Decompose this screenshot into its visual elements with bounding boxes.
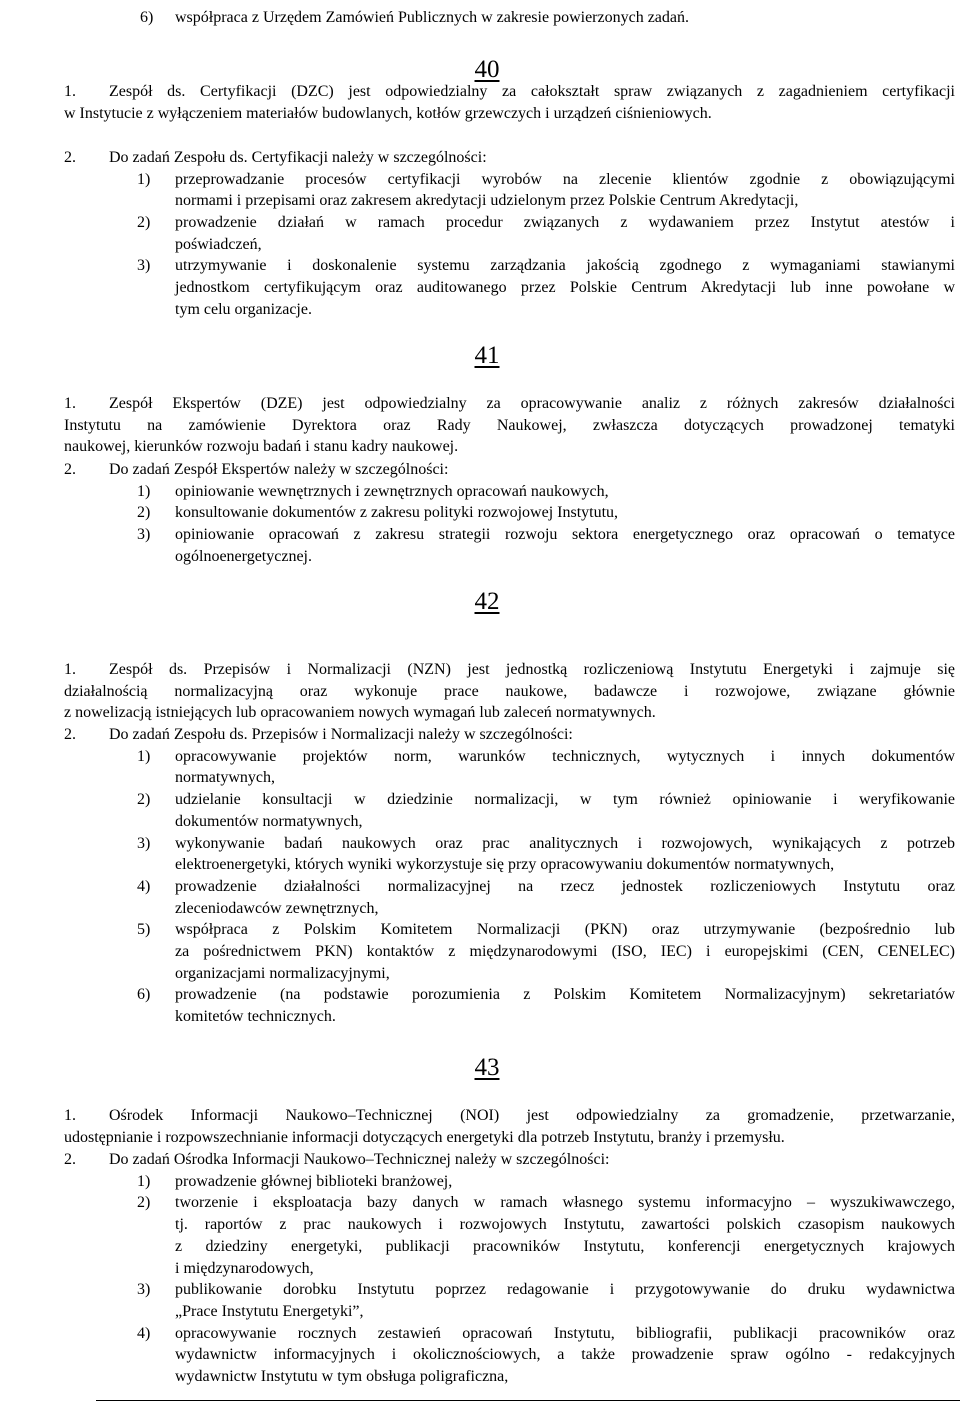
list-item-text-line: tworzenie i eksploatacja bazy danych w ramach własnego systemu informacyjno – wyszukiwawczego, bbox=[175, 1194, 955, 1211]
list-item-text-line: z dziedziny energetyki, publikacji pracowników Instytutu, konferencji energetycznych krajowych bbox=[175, 1238, 955, 1255]
point-number: 1. bbox=[64, 661, 76, 678]
list-item-number: 2) bbox=[137, 214, 151, 231]
point-number: 2. bbox=[64, 149, 76, 166]
footer-rule bbox=[96, 1400, 960, 1401]
point-text-line: Instytutu na zamówienie Dyrektora oraz Rady Naukowej, zwłaszcza dotyczących prowadzonej tematyki bbox=[64, 417, 955, 434]
list-item-text: współpraca z Urzędem Zamówień Publicznych w zakresie powierzonych zadań. bbox=[175, 9, 690, 26]
section-number-text: 43 bbox=[474, 1054, 500, 1081]
list-item-text-line: publikowanie dorobku Instytutu poprzez redagowanie i przygotowywanie do druku wydawnictwa bbox=[175, 1281, 955, 1298]
list-item-text-line: i międzynarodowych, bbox=[175, 1260, 314, 1277]
list-item-number: 3) bbox=[137, 835, 151, 852]
list-item-number: 4) bbox=[137, 1325, 151, 1342]
section-number bbox=[0, 587, 960, 617]
point-text-line: naukowej, kierunków rozwoju badań i stanu kadry naukowej. bbox=[64, 438, 459, 455]
point-number: 2. bbox=[64, 461, 76, 478]
list-item-text-line: wydawnictw informacyjnych i okolicznościowych, a także prowadzenie spraw ogólno - redakcyjnych bbox=[175, 1346, 955, 1363]
list-item-number: 5) bbox=[137, 921, 151, 938]
point-number: 1. bbox=[64, 83, 76, 100]
section-number-text: 41 bbox=[474, 342, 500, 369]
point-number: 2. bbox=[64, 1151, 76, 1168]
list-item-text-line: organizacjami normalizacyjnymi, bbox=[175, 965, 390, 982]
list-item-number: 6) bbox=[137, 986, 151, 1003]
list-item-text-line: komitetów technicznych. bbox=[175, 1008, 336, 1025]
point-text-line: Do zadań Ośrodka Informacji Naukowo–Technicznej należy w szczególności: bbox=[109, 1151, 610, 1168]
point-text-line: Zespół Ekspertów (DZE) jest odpowiedzialny za opracowywanie analiz z różnych zakresów działalności bbox=[109, 395, 955, 412]
point-text-line: udostępnianie i rozpowszechnianie informacji dotyczących energetyki dla potrzeb Instytutu, branży i przemysłu. bbox=[64, 1129, 785, 1146]
list-item-text-line: udzielanie konsultacji w dziedzinie normalizacji, w tym również opiniowanie i weryfikowanie bbox=[175, 791, 955, 808]
list-item-number: 4) bbox=[137, 878, 151, 895]
list-item-text-line: tj. raportów z prac naukowych i rozwojowych Instytutu, zawartości polskich czasopism naukowych bbox=[175, 1216, 955, 1233]
list-item-number: 3) bbox=[137, 257, 151, 274]
point-text-line: Do zadań Zespołu ds. Przepisów i Normalizacji należy w szczególności: bbox=[109, 726, 573, 743]
section-number bbox=[0, 341, 960, 371]
point-text-line: Do zadań Zespół Ekspertów należy w szczególności: bbox=[109, 461, 449, 478]
list-item-number: 1) bbox=[137, 483, 151, 500]
point-text-line: Do zadań Zespołu ds. Certyfikacji należy w szczególności: bbox=[109, 149, 487, 166]
list-item-text-line: jednostkom certyfikującym oraz auditowanego przez Polskie Centrum Akredytacji lub inne powołane w bbox=[175, 279, 955, 296]
list-item-number: 1) bbox=[137, 1173, 151, 1190]
list-item-text-line: „Prace Instytutu Energetyki”, bbox=[175, 1303, 364, 1320]
list-item-text-line: wykonywanie badań naukowych oraz prac analitycznych i rozwojowych, wynikających z potrzeb bbox=[175, 835, 955, 852]
list-item-number: 2) bbox=[137, 791, 151, 808]
list-item-text-line: dokumentów normatywnych, bbox=[175, 813, 363, 830]
list-item-number: 3) bbox=[137, 526, 151, 543]
list-item-number: 1) bbox=[137, 748, 151, 765]
list-item-text-line: normami i przepisami oraz zakresem akredytacji udzielonym przez Polskie Centrum Akredytacji, bbox=[175, 192, 799, 209]
list-item-number: 1) bbox=[137, 171, 151, 188]
list-item-text-line: prowadzenie głównej biblioteki branżowej, bbox=[175, 1173, 453, 1190]
point-number: 2. bbox=[64, 726, 76, 743]
list-item-text-line: prowadzenie działań w ramach procedur związanych z wydawaniem przez Instytut atestów i bbox=[175, 214, 955, 231]
list-item-text-line: współpraca z Polskim Komitetem Normalizacji (PKN) oraz utrzymywanie (bezpośrednio lub bbox=[175, 921, 955, 938]
point-number: 1. bbox=[64, 1107, 76, 1124]
list-item-text-line: poświadczeń, bbox=[175, 236, 262, 253]
section-number-text: 40 bbox=[474, 56, 500, 83]
point-text-line: Zespół ds. Przepisów i Normalizacji (NZN) jest jednostką rozliczeniową Instytutu Energetyki i zajmuje się bbox=[109, 661, 955, 678]
list-item-text-line: przeprowadzanie procesów certyfikacji wyrobów na zlecenie klientów zgodnie z obowiązującymi bbox=[175, 171, 955, 188]
list-item-number: 3) bbox=[137, 1281, 151, 1298]
list-item-text-line: konsultowanie dokumentów z zakresu polityki rozwojowej Instytutu, bbox=[175, 504, 619, 521]
list-item-text-line: normatywnych, bbox=[175, 769, 275, 786]
point-text-line: Ośrodek Informacji Naukowo–Technicznej (NOI) jest odpowiedzialny za gromadzenie, przetwarzanie, bbox=[109, 1107, 955, 1124]
list-item-text-line: zleceniodawców zewnętrznych, bbox=[175, 900, 379, 917]
list-item-text-line: opiniowanie wewnętrznych i zewnętrznych opracowań naukowych, bbox=[175, 483, 609, 500]
point-text-line: z nowelizacją istniejących lub opracowaniem nowych wymagań lub zaleceń normatywnych. bbox=[64, 704, 656, 721]
list-item-number: 2) bbox=[137, 1194, 151, 1211]
list-item-number: 6) bbox=[140, 9, 154, 26]
point-text-line: działalnością normalizacyjną oraz wykonuje prace naukowe, badawcze i rozwojowe, związane głównie bbox=[64, 683, 955, 700]
list-item-text-line: utrzymywanie i doskonalenie systemu zarządzania jakością zgodnego z wymaganiami stawianymi bbox=[175, 257, 955, 274]
point-text-line: w Instytucie z wyłączeniem materiałów budowlanych, kotłów grzewczych i urządzeń ciśnieniowych. bbox=[64, 105, 712, 122]
list-item-text-line: prowadzenie działalności normalizacyjnej na rzecz jednostek rozliczeniowych Instytutu oraz bbox=[175, 878, 955, 895]
section-number-text: 42 bbox=[474, 588, 500, 615]
list-item-text-line: opracowywanie rocznych zestawień opracowań Instytutu, bibliografii, publikacji pracowników oraz bbox=[175, 1325, 955, 1342]
list-item-number: 2) bbox=[137, 504, 151, 521]
list-item-text-line: opiniowanie opracowań z zakresu strategii rozwoju sektora energetycznego oraz opracowań o tematyce bbox=[175, 526, 955, 543]
point-number: 1. bbox=[64, 395, 76, 412]
list-item-text-line: wydawnictw Instytutu w tym obsługa poligraficzna, bbox=[175, 1368, 509, 1385]
list-item-text-line: opracowywanie projektów norm, warunków technicznych, wytycznych i innych dokumentów bbox=[175, 748, 955, 765]
list-item-text-line: prowadzenie (na podstawie porozumienia z Polskim Komitetem Normalizacyjnym) sekretariatów bbox=[175, 986, 955, 1003]
list-item-text-line: ogólnoenergetycznej. bbox=[175, 548, 312, 565]
point-text-line: Zespół ds. Certyfikacji (DZC) jest odpowiedzialny za całokształt spraw związanych z zagadnieniem certyfikacji bbox=[109, 83, 955, 100]
list-item-text-line: elektroenergetyki, których wyniki wykorzystuje się przy opracowywaniu dokumentów normatywnych, bbox=[175, 856, 835, 873]
section-number bbox=[0, 1053, 960, 1083]
list-item-text-line: za pośrednictwem PKN) kontaktów z międzynarodowymi (ISO, IEC) i europejskimi (CEN, CENELEC) bbox=[175, 943, 955, 960]
list-item-text-line: tym celu organizacje. bbox=[175, 301, 312, 318]
